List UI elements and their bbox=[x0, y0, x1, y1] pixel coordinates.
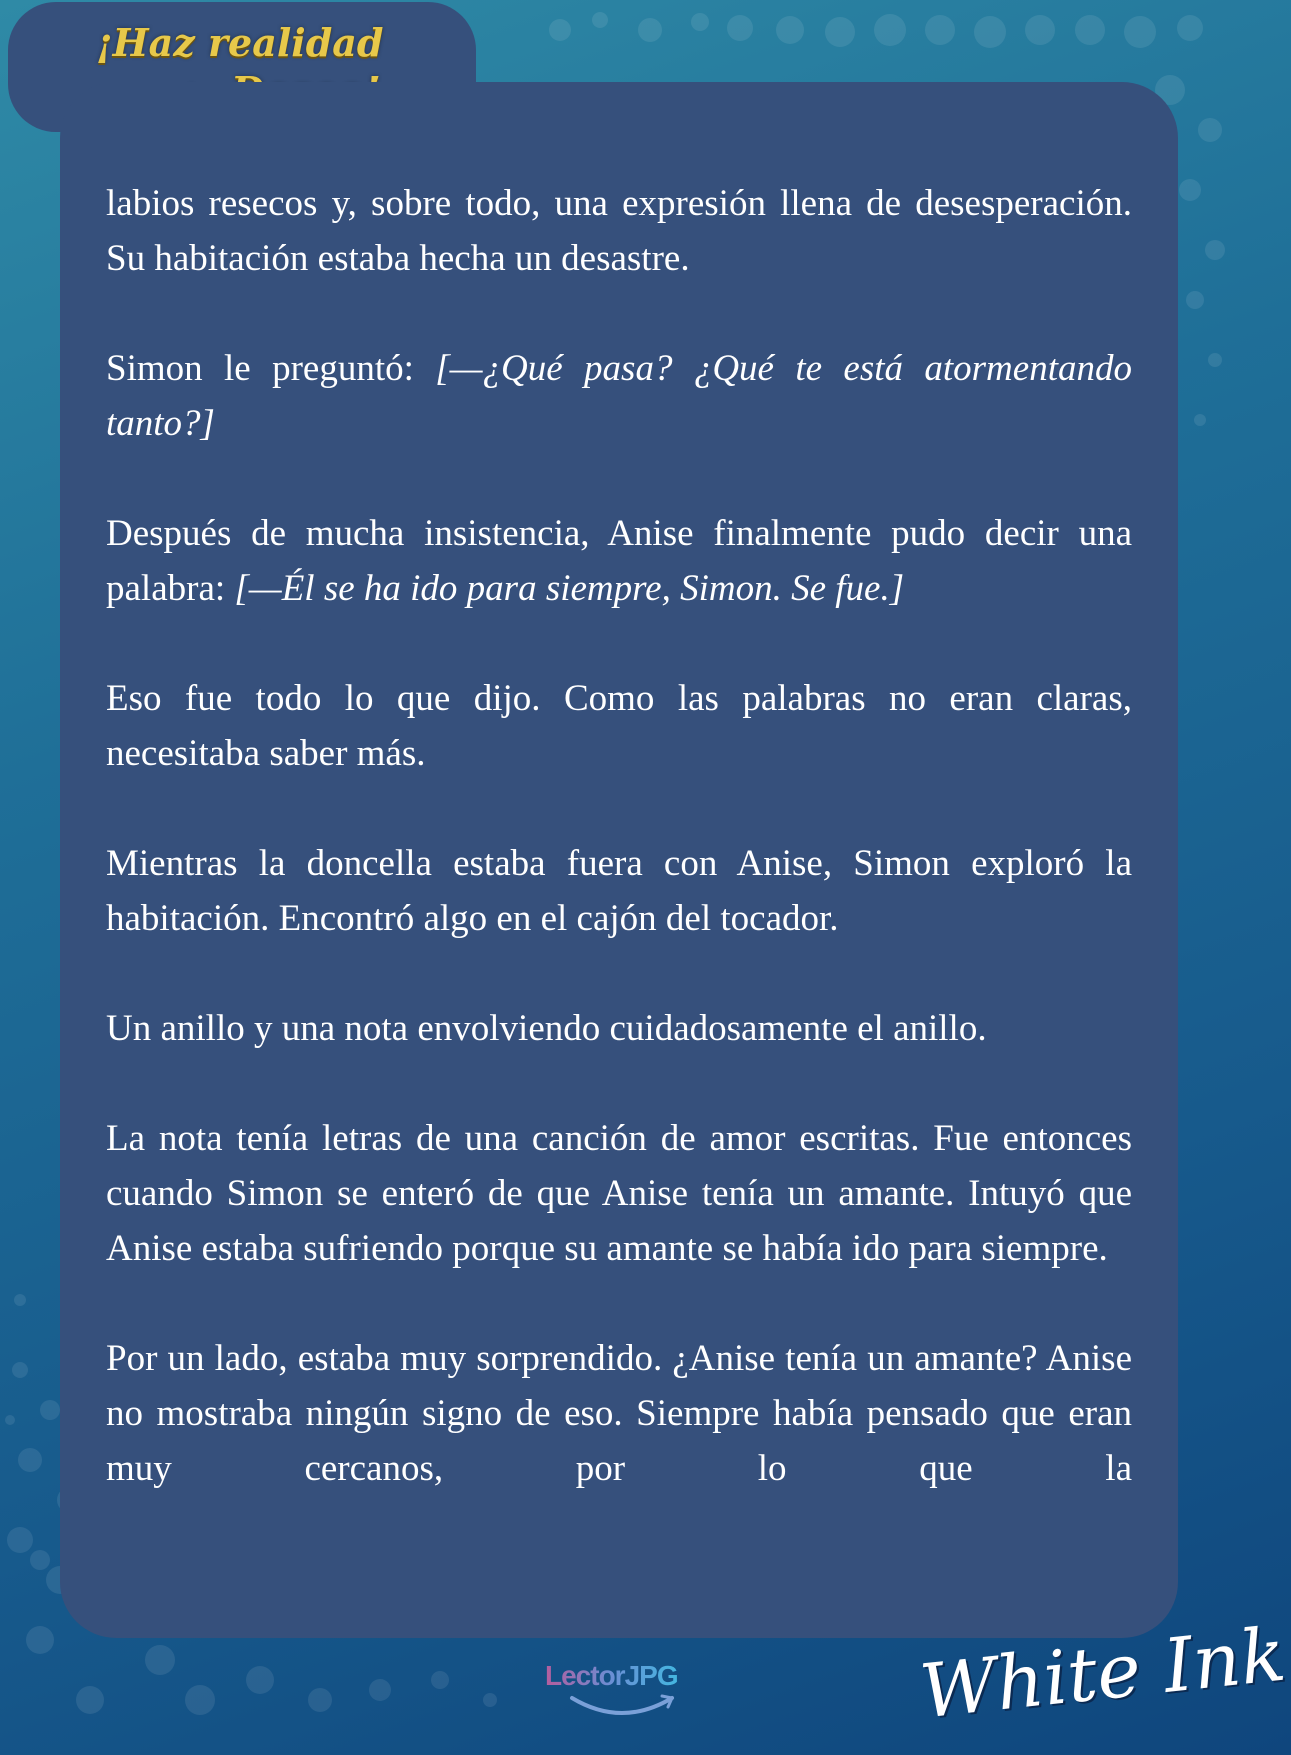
paragraph-text: Después de mucha insistencia, Anise finalmente pudo decir una palabra: bbox=[106, 513, 1132, 609]
watermark-text: LectorJPG bbox=[545, 1660, 678, 1691]
paragraph-text: Mientras la doncella estaba fuera con Anise, Simon exploró la habitación. Encontró algo en el cajón del tocador. bbox=[106, 843, 1132, 939]
paragraph-text: Un anillo y una nota envolviendo cuidadosamente el anillo. bbox=[106, 1008, 987, 1049]
dialogue-text: [—¿Qué pasa? ¿Qué te está atormentando tanto?] bbox=[106, 348, 1132, 444]
paragraph-8 bbox=[106, 1331, 1132, 1496]
logo-line-1: ¡Haz realidad bbox=[96, 20, 384, 65]
paragraph-text: Por un lado, estaba muy sorprendido. ¿Anise tenía un amante? Anise no mostraba ningún signo de eso. Siempre había pensado que eran muy cercanos, por lo que la bbox=[106, 1338, 1132, 1489]
signature-white-ink: White Ink bbox=[916, 1611, 1290, 1736]
smile-arc-icon bbox=[567, 1694, 677, 1720]
dialogue-text: [—Él se ha ido para siempre, Simon. Se fue.] bbox=[234, 568, 905, 609]
paragraph-5 bbox=[106, 836, 1132, 946]
page-content bbox=[106, 176, 1132, 1551]
paragraph-text: labios resecos y, sobre todo, una expresión llena de desesperación. Su habitación estaba hecha un desastre. bbox=[106, 183, 1132, 279]
paragraph-text: La nota tenía letras de una canción de amor escritas. Fue entonces cuando Simon se enteró de que Anise tenía un amante. Intuyó que Anise estaba sufriendo porque su amante se había ido para siempre. bbox=[106, 1118, 1132, 1269]
paragraph-3 bbox=[106, 506, 1132, 616]
paragraph-7 bbox=[106, 1111, 1132, 1276]
paragraph-6 bbox=[106, 1001, 1132, 1056]
paragraph-2 bbox=[106, 341, 1132, 451]
paragraph-text: Eso fue todo lo que dijo. Como las palabras no eran claras, necesitaba saber más. bbox=[106, 678, 1132, 774]
paragraph-4 bbox=[106, 671, 1132, 781]
paragraph-text: Simon le preguntó: bbox=[106, 348, 436, 389]
paragraph-1 bbox=[106, 176, 1132, 286]
lectorjpg-watermark bbox=[545, 1660, 695, 1722]
